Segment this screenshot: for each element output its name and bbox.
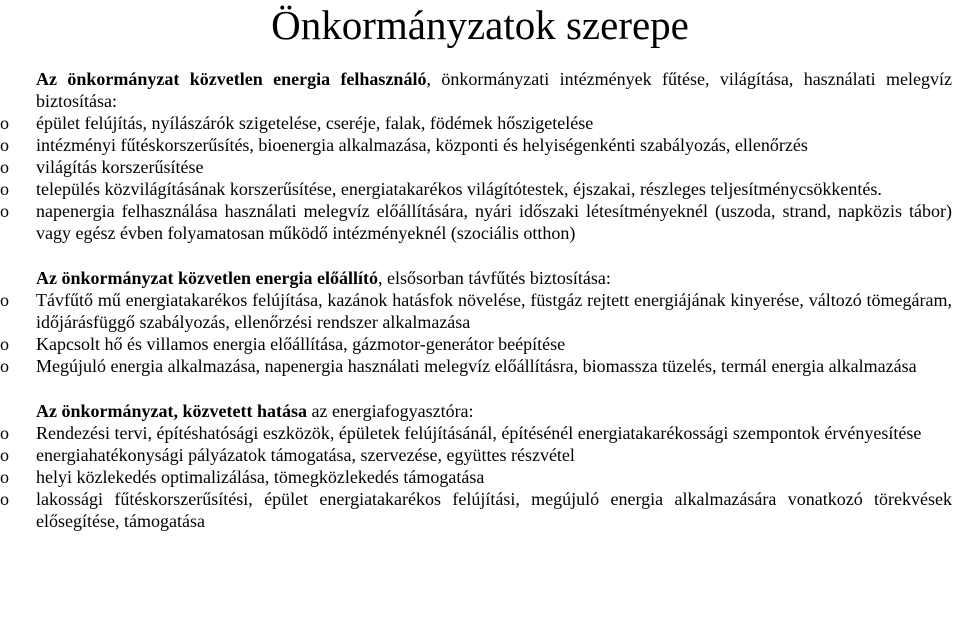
section-indirect-effect	[0, 400, 960, 532]
list-item	[0, 156, 960, 178]
list-item-text: energiahatékonysági pályázatok támogatása, szervezése, együttes részvétel	[36, 445, 575, 465]
bullet-marker: o	[0, 135, 9, 155]
bullet-marker: o	[0, 157, 9, 177]
bullet-marker: o	[0, 356, 9, 376]
list-item	[0, 444, 960, 466]
slide-content	[0, 68, 960, 555]
bullet-marker: o	[0, 467, 9, 487]
bullet-marker: o	[0, 201, 9, 221]
list-item	[0, 488, 960, 532]
list-item-text: épület felújítás, nyílászárók szigetelése, cseréje, falak, födémek hőszigetelése	[36, 113, 594, 133]
section-heading-text: , elsősorban távfűtés biztosítása:	[377, 268, 611, 288]
section-heading	[0, 400, 960, 422]
list-item-text: intézményi fűtéskorszerűsítés, bioenergia alkalmazása, központi és helyiségenkénti szabályozás, ellenőrzés	[36, 135, 808, 155]
section-direct-producer	[0, 267, 960, 377]
bullet-marker: o	[0, 179, 9, 199]
list-item	[0, 112, 960, 134]
list-item-text: Rendezési tervi, építéshatósági eszközök, épületek felújításánál, építésénél energiatakarékossági szempontok érvényesítése	[36, 423, 922, 443]
list-item	[0, 466, 960, 488]
list-item-text: lakossági fűtéskorszerűsítési, épület energiatakarékos felújítási, megújuló energia alkalmazására vonatkozó törekvések elősegítése, támogatása	[36, 489, 952, 531]
section-heading-bold: Az önkormányzat, közvetett hatása	[36, 401, 307, 421]
bullet-marker: o	[0, 423, 9, 443]
list-item	[0, 178, 960, 200]
bullet-list	[0, 289, 960, 377]
bullet-marker: o	[0, 334, 9, 354]
list-item-text: Megújuló energia alkalmazása, napenergia használati melegvíz előállításra, biomassza tüzelés, termál energia alkalmazása	[36, 356, 917, 376]
list-item	[0, 134, 960, 156]
section-heading-text: , önkormányzati intézmények fűtése, világítása, használati melegvíz biztosítása:	[36, 69, 952, 111]
page-title: Önkormányzatok szerepe	[271, 2, 689, 48]
bullet-marker: o	[0, 290, 9, 310]
section-heading-bold: Az önkormányzat közvetlen energia előállító	[36, 268, 378, 288]
list-item	[0, 355, 960, 377]
list-item	[0, 200, 960, 244]
list-item-text: világítás korszerűsítése	[36, 157, 204, 177]
list-item	[0, 333, 960, 355]
bullet-marker: o	[0, 489, 9, 509]
bullet-list	[0, 112, 960, 244]
bullet-marker: o	[0, 445, 9, 465]
list-item-text: Távfűtő mű energiatakarékos felújítása, kazánok hatásfok növelése, füstgáz rejtett energiájának kinyerése, változó tömegáram, időjárásfüggő szabályozás, ellenőrzési rendszer alkalmazása	[36, 290, 952, 332]
list-item-text: napenergia felhasználása használati melegvíz előállítására, nyári időszaki létesítményeknél (uszoda, strand, napközis tábor) vagy egész évben folyamatosan működő intézményeknél (szociális otthon)	[36, 201, 952, 243]
section-heading	[0, 267, 960, 289]
bullet-marker: o	[0, 113, 9, 133]
list-item-text: Kapcsolt hő és villamos energia előállítása, gázmotor-generátor beépítése	[36, 334, 566, 354]
list-item-text: helyi közlekedés optimalizálása, tömegközlekedés támogatása	[36, 467, 485, 487]
section-heading-text: az energiafogyasztóra:	[306, 401, 474, 421]
list-item	[0, 422, 960, 444]
section-heading	[0, 68, 960, 112]
section-heading-bold: Az önkormányzat közvetlen energia felhasználó	[36, 69, 427, 89]
section-direct-consumer	[0, 68, 960, 244]
bullet-list	[0, 422, 960, 532]
list-item	[0, 289, 960, 333]
list-item-text: település közvilágításának korszerűsítése, energiatakarékos világítótestek, éjszakai, részleges teljesítménycsökkentés.	[36, 179, 882, 199]
